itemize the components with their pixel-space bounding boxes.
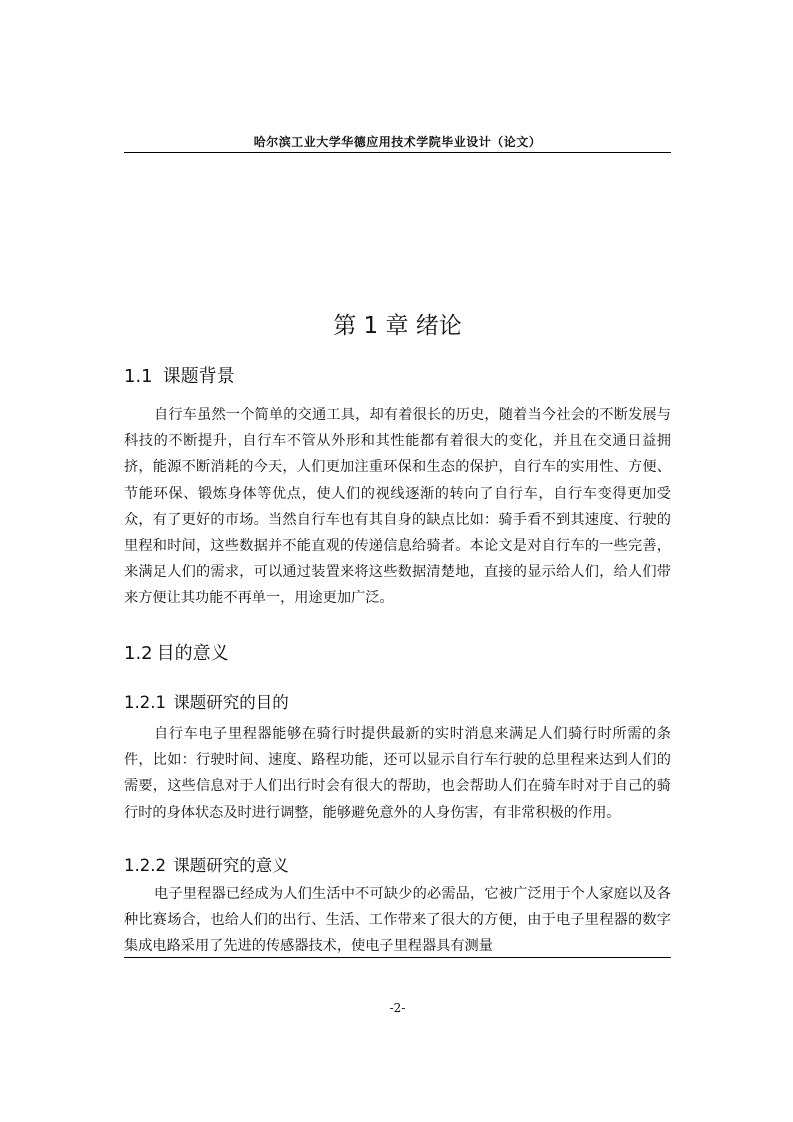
section-number: 1.2: [124, 643, 153, 664]
footer-rule: [124, 957, 671, 958]
chapter-title: 第 1 章 绪论: [333, 313, 462, 339]
subsection-number: 1.2.2: [124, 856, 166, 875]
subsection-title: 课题研究的目的: [173, 693, 289, 712]
subsection-paragraph-1-2-2: 电子里程器已经成为人们生活中不可缺少的必需品，它被广泛用于个人家庭以及各种比赛场合，也给人们的出行、生活、工作带来了很大的方便，由于电子里程器的数字集成电路采用了先进的传感器技术，使电子里程器具有测量: [124, 886, 671, 955]
header-rule: [124, 152, 671, 153]
section-paragraph-1-1: 自行车虽然一个简单的交通工具，却有着很长的历史，随着当今社会的不断发展与科技的不断提升，自行车不管从外形和其性能都有着很大的变化，并且在交通日益拥挤，能源不断消耗的今天，人们更加注重环保和生态的保护，自行车的实用性、方便、节能环保、锻炼身体等优点，使人们的视线逐渐的转向了自行车，自行车变得更加受众，有了更好的市场。当然自行车也有其自身的缺点比如：骑手看不到其速度、行驶的里程和时间，这些数据并不能直观的传递信息给骑者。本论文是对自行车的一些完善，来满足人们的需求，可以通过装置来将这些数据清楚地，直接的显示给人们，给人们带来方便让其功能不再单一，用途更加广泛。: [124, 407, 671, 607]
subsection-heading-1-2-2: [124, 852, 289, 876]
section-number: 1.1: [124, 366, 153, 387]
page-header: 哈尔滨工业大学华德应用技术学院毕业设计（论文）: [253, 135, 542, 149]
subsection-heading-1-2-1: [124, 689, 289, 713]
subsection-title: 课题研究的意义: [173, 856, 289, 875]
subsection-number: 1.2.1: [124, 693, 166, 712]
section-heading-1-1: [124, 362, 235, 388]
subsection-paragraph-1-2-1: 自行车电子里程器能够在骑行时提供最新的实时消息来满足人们骑行时所需的条件，比如：行驶时间、速度、路程功能，还可以显示自行车行驶的总里程来达到人们的需要，这些信息对于人们出行时会有很大的帮助，也会帮助人们在骑车时对于自己的骑行时的身体状态及时进行调整，能够避免意外的人身伤害，有非常积极的作用。: [124, 726, 671, 821]
page-number: -2-: [389, 1001, 406, 1015]
section-title: 课题背景: [162, 366, 235, 387]
section-heading-1-2: [124, 639, 229, 665]
section-title: 目的意义: [156, 643, 229, 664]
